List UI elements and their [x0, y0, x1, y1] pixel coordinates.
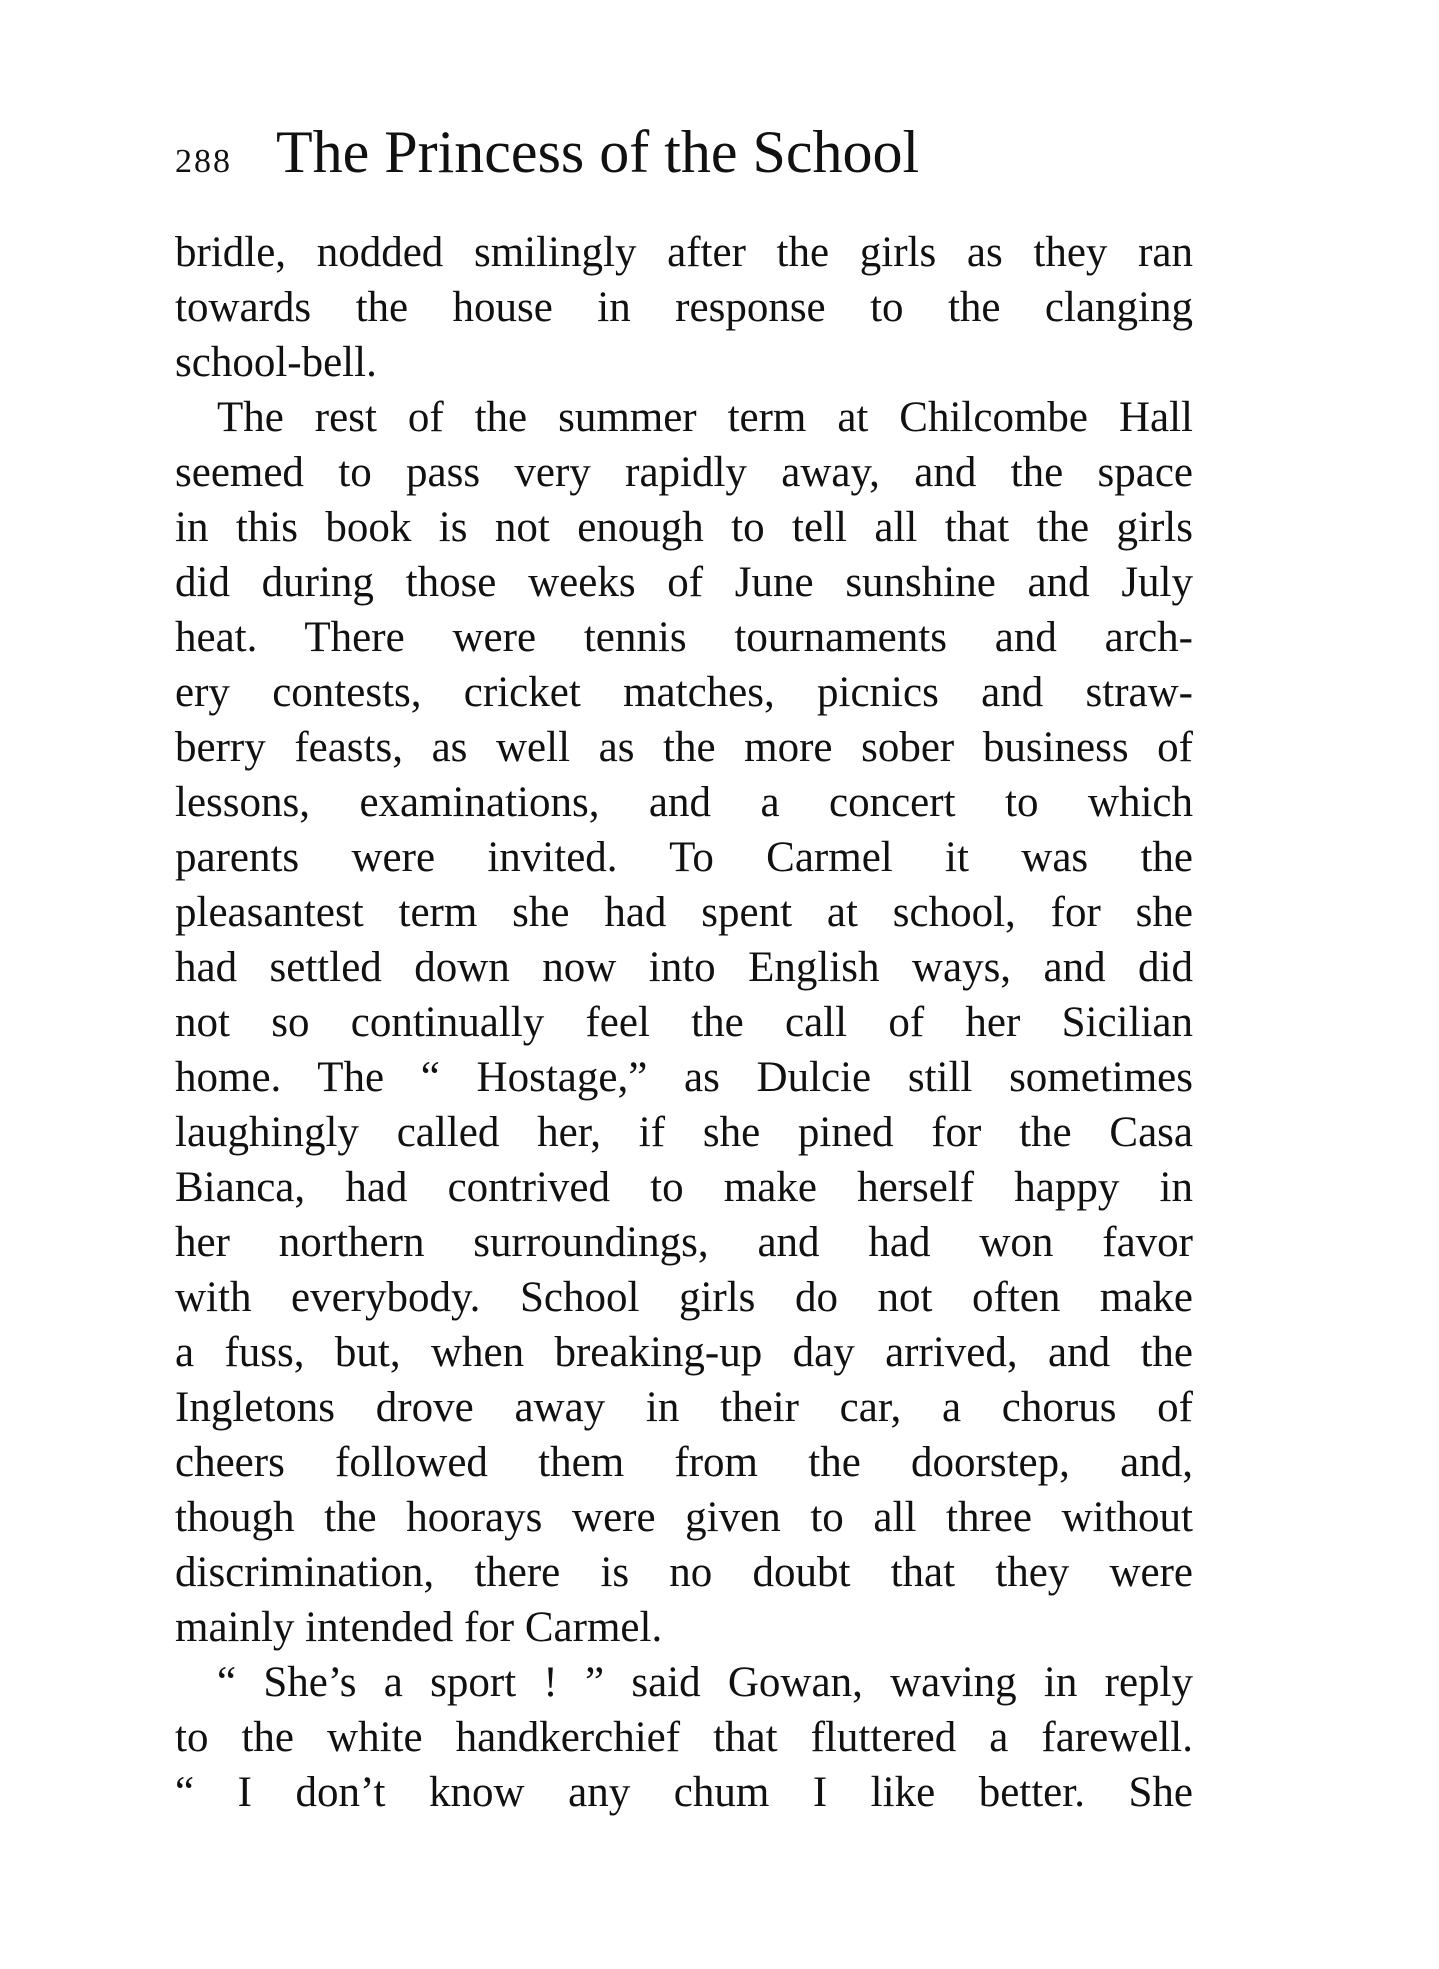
text-line: school-bell. — [175, 339, 377, 386]
text-line: “ She’s a sport ! ” said Gowan, waving in reply — [217, 1659, 1193, 1706]
text-line: to the white handkerchief that fluttered a farewell. — [175, 1714, 1193, 1761]
text-line: cheers followed them from the doorstep, and, — [175, 1439, 1193, 1486]
text-line: “ I don’t know any chum I like better. She — [175, 1769, 1193, 1816]
text-line: seemed to pass very rapidly away, and the space — [175, 449, 1193, 496]
text-line: did during those weeks of June sunshine and July — [175, 559, 1193, 606]
text-line: though the hoorays were given to all three without — [175, 1494, 1193, 1541]
page-number: 288 — [175, 143, 232, 180]
text-line: ery contests, cricket matches, picnics and straw- — [175, 669, 1193, 716]
text-line: laughingly called her, if she pined for the Casa — [175, 1109, 1193, 1156]
text-line: not so continually feel the call of her Sicilian — [175, 999, 1193, 1046]
text-line: pleasantest term she had spent at school, for she — [175, 889, 1193, 936]
text-line: Bianca, had contrived to make herself happy in — [175, 1164, 1193, 1211]
text-line: discrimination, there is no doubt that they were — [175, 1549, 1193, 1596]
page-header — [175, 118, 1195, 198]
body-text — [175, 225, 1193, 1820]
text-line: lessons, examinations, and a concert to which — [175, 779, 1193, 826]
running-title: The Princess of the School — [276, 119, 920, 185]
text-line: with everybody. School girls do not often make — [175, 1274, 1193, 1321]
text-line: bridle, nodded smilingly after the girls as they ran — [175, 229, 1193, 276]
text-line: in this book is not enough to tell all that the girls — [175, 504, 1193, 551]
text-line: heat. There were tennis tournaments and arch- — [175, 614, 1193, 661]
text-line: mainly intended for Carmel. — [175, 1604, 663, 1651]
text-line: The rest of the summer term at Chilcombe Hall — [217, 394, 1193, 441]
text-line: parents were invited. To Carmel it was the — [175, 834, 1193, 881]
text-line: towards the house in response to the clanging — [175, 284, 1193, 331]
text-line: had settled down now into English ways, and did — [175, 944, 1193, 991]
text-line: Ingletons drove away in their car, a chorus of — [175, 1384, 1193, 1431]
text-line: home. The “ Hostage,” as Dulcie still sometimes — [175, 1054, 1193, 1101]
text-line: her northern surroundings, and had won favor — [175, 1219, 1193, 1266]
text-line: berry feasts, as well as the more sober business of — [175, 724, 1193, 771]
text-line: a fuss, but, when breaking-up day arrived, and the — [175, 1329, 1193, 1376]
